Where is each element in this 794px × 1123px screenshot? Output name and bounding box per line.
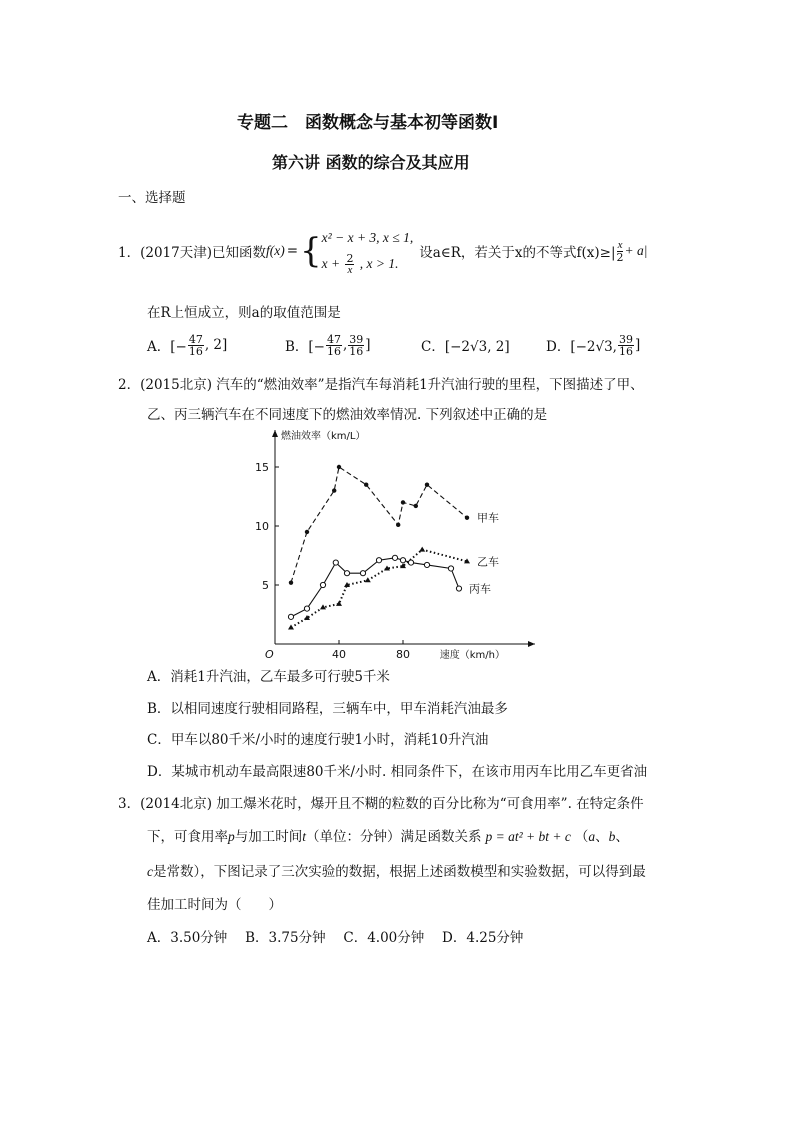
q1-cases xyxy=(322,225,414,277)
data-point xyxy=(288,614,293,619)
data-point xyxy=(305,530,309,534)
data-point xyxy=(448,566,453,571)
x-axis-label: 速度（km/h） xyxy=(439,650,505,660)
data-point xyxy=(401,500,405,504)
chart-series xyxy=(288,465,499,630)
data-point xyxy=(304,606,309,611)
data-point xyxy=(425,483,429,487)
lecture-title: 第六讲 函数的综合及其应用 xyxy=(272,153,470,172)
q1-eq: = xyxy=(286,243,299,259)
data-point xyxy=(456,586,461,591)
series-label: 乙车 xyxy=(477,555,499,569)
question-3-line3: c是常数），下图记录了三次实验的数据，根据上述函数模型和实验数据，可以得到最 xyxy=(147,864,646,880)
q1-case-2: x + $\frac{2}{x}$ , x > 1. xyxy=(321,252,399,276)
q1-option-c[interactable]: C．[−2√3, 2] xyxy=(421,339,510,355)
data-point xyxy=(289,580,293,584)
data-point xyxy=(465,516,469,520)
question-3-line2: 下，可食用率p与加工时间t（单位：分钟）满足函数关系 p = at² + bt + c （a、b、 xyxy=(147,829,629,845)
q1-ineq-frac: $\frac{x}{2}$ xyxy=(616,238,624,264)
data-point xyxy=(400,558,405,563)
series-line xyxy=(291,467,467,583)
y-tick-label: 15 xyxy=(255,461,269,474)
section-label: 一、选择题 xyxy=(118,190,186,206)
q1-option-d[interactable]: D．[−2√3, $\frac{39}{16}$ ] xyxy=(546,332,641,358)
y-axis-label: 燃油效率（km/L） xyxy=(281,431,366,442)
x-axis-arrow xyxy=(528,641,535,647)
data-point xyxy=(320,582,325,587)
data-point xyxy=(360,571,365,576)
data-point xyxy=(414,504,418,508)
q2-option-b[interactable]: B．以相同速度行驶相同路程，三辆车中，甲车消耗汽油最多 xyxy=(147,701,508,717)
series-line xyxy=(291,558,459,617)
question-1-line2: 在R上恒成立，则a的取值范围是 xyxy=(147,305,341,321)
q1-prefix: 1．(2017天津)已知函数 xyxy=(118,245,266,261)
data-point xyxy=(424,562,429,567)
data-point xyxy=(419,547,425,552)
topic-title: 专题二 函数概念与基本初等函数Ⅰ xyxy=(237,113,499,133)
q2-option-c[interactable]: C．甲车以80千米/小时的速度行驶1小时，消耗10升汽油 xyxy=(147,732,489,748)
question-3-line4: 佳加工时间为（ ） xyxy=(147,897,282,913)
q1-option-b[interactable]: B．[− $\frac{47}{16}$ , $\frac{39}{16}$ ] xyxy=(285,332,371,358)
data-point xyxy=(320,604,326,609)
q2-option-d[interactable]: D．某城市机动车最高限速80千米/小时. 相同条件下，在该市用丙车比用乙车更省油 xyxy=(147,764,648,780)
series-0 xyxy=(289,465,499,585)
q1-brace: { xyxy=(300,231,322,271)
data-point xyxy=(344,571,349,576)
y-tick-label: 10 xyxy=(255,520,269,533)
q1-fx: f(x) xyxy=(265,243,285,258)
question-1-stem xyxy=(118,222,647,280)
chart-axes xyxy=(255,429,535,660)
question-1-options xyxy=(147,330,640,360)
question-2-line1: 2．(2015北京) 汽车的“燃油效率”是指汽车每消耗1升汽油行驶的里程，下图描述了甲、 xyxy=(118,377,644,393)
series-label: 丙车 xyxy=(469,582,491,596)
data-point xyxy=(376,558,381,563)
origin-label: O xyxy=(265,648,274,660)
q1-mid: 设a∈R，若关于x的不等式f(x)≥| xyxy=(419,245,616,261)
q1-ineq-tail: + a| xyxy=(624,243,648,258)
question-3-line1: 3．(2014北京) 加工爆米花时，爆开且不糊的粒数的百分比称为“可食用率”. 在特定条件 xyxy=(118,796,644,812)
data-point xyxy=(396,523,400,527)
data-point xyxy=(364,483,368,487)
question-3-options[interactable]: A．3.50分钟 B．3.75分钟 C．4.00分钟 D．4.25分钟 xyxy=(147,930,524,946)
data-point xyxy=(333,560,338,565)
x-tick-label: 80 xyxy=(396,648,410,660)
y-axis-arrow xyxy=(272,430,278,437)
y-tick-label: 5 xyxy=(262,579,269,592)
series-label: 甲车 xyxy=(477,511,499,525)
q1-case-1: x² − x + 3, x ≤ 1, xyxy=(321,230,414,245)
data-point xyxy=(337,465,341,469)
data-point xyxy=(332,488,336,492)
question-2-line2: 乙、丙三辆汽车在不同速度下的燃油效率情况. 下列叙述中正确的是 xyxy=(147,407,548,423)
data-point xyxy=(392,555,397,560)
x-tick-label: 40 xyxy=(332,648,346,660)
q2-option-a[interactable]: A．消耗1升汽油，乙车最多可行驶5千米 xyxy=(147,669,390,685)
data-point xyxy=(288,624,294,629)
q1-option-a[interactable]: A．[− $\frac{47}{16}$ , 2] xyxy=(147,332,228,358)
fuel-efficiency-chart xyxy=(250,424,540,660)
data-point xyxy=(408,560,413,565)
data-point xyxy=(365,577,371,582)
